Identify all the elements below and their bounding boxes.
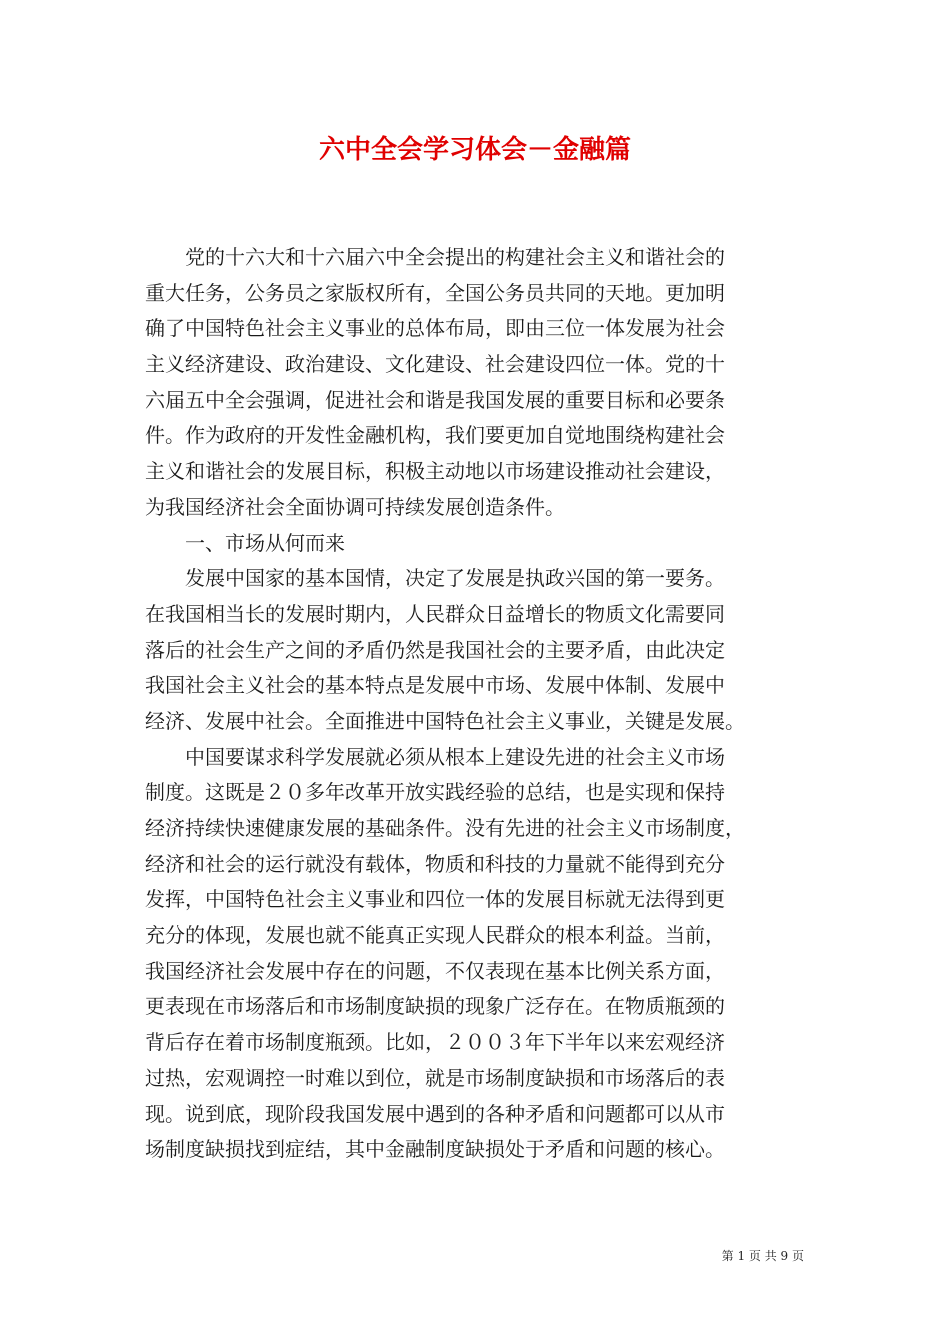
paragraph-line: 制度。这既是２０多年改革开放实践经验的总结，也是实现和保持 [145,780,725,805]
paragraph-line: 经济、发展中社会。全面推进中国特色社会主义事业，关键是发展。 [145,708,745,733]
paragraph-line: 重大任务，公务员之家版权所有，全国公务员共同的天地。更加明 [145,280,725,305]
paragraph-line: 落后的社会生产之间的矛盾仍然是我国社会的主要矛盾，由此决定 [145,637,725,662]
paragraph-line: 主义和谐社会的发展目标，积极主动地以市场建设推动社会建设， [145,459,725,484]
paragraph-line: 确了中国特色社会主义事业的总体布局，即由三位一体发展为社会 [145,316,725,341]
paragraph-line: 在我国相当长的发展时期内，人民群众日益增长的物质文化需要同 [145,601,725,626]
page-number: 第 1 页 共 9 页 [721,1249,804,1263]
paragraph-line: 六届五中全会强调，促进社会和谐是我国发展的重要目标和必要条 [145,387,725,412]
paragraph-line: 发展中国家的基本国情，决定了发展是执政兴国的第一要务。 [185,566,725,591]
paragraph-line: 我国经济社会发展中存在的问题，不仅表现在基本比例关系方面， [145,958,725,983]
paragraph-line: 现。说到底，现阶段我国发展中遇到的各种矛盾和问题都可以从市 [145,1101,725,1126]
paragraph-line: 过热，宏观调控一时难以到位，就是市场制度缺损和市场落后的表 [145,1065,725,1090]
paragraph-line: 件。作为政府的开发性金融机构，我们要更加自觉地围绕构建社会 [145,423,725,448]
paragraph-line: 党的十六大和十六届六中全会提出的构建社会主义和谐社会的 [185,245,725,269]
section-heading: 一、市场从何而来 [185,530,345,555]
paragraph-line: 发挥，中国特色社会主义事业和四位一体的发展目标就无法得到更 [145,887,725,912]
paragraph-line: 充分的体现，发展也就不能真正实现人民群众的根本利益。当前， [145,923,725,948]
paragraph-line: 为我国经济社会全面协调可持续发展创造条件。 [145,494,565,519]
paragraph-line: 主义经济建设、政治建设、文化建设、社会建设四位一体。党的十 [145,352,725,377]
paragraph-line: 背后存在着市场制度瓶颈。比如，２００３年下半年以来宏观经济 [145,1030,725,1055]
paragraph-line: 经济持续快速健康发展的基础条件。没有先进的社会主义市场制度， [145,816,745,840]
document-body [145,240,810,1168]
paragraph-line: 我国社会主义社会的基本特点是发展中市场、发展中体制、发展中 [145,673,725,698]
paragraph-line: 场制度缺损找到症结，其中金融制度缺损处于矛盾和问题的核心。 [145,1137,725,1162]
paragraph-line: 经济和社会的运行就没有载体，物质和科技的力量就不能得到充分 [145,851,725,876]
paragraph-line: 中国要谋求科学发展就必须从根本上建设先进的社会主义市场 [185,744,725,769]
paragraph-line: 更表现在市场落后和市场制度缺损的现象广泛存在。在物质瓶颈的 [145,994,725,1019]
document-title: 六中全会学习体会－金融篇 [318,135,631,165]
